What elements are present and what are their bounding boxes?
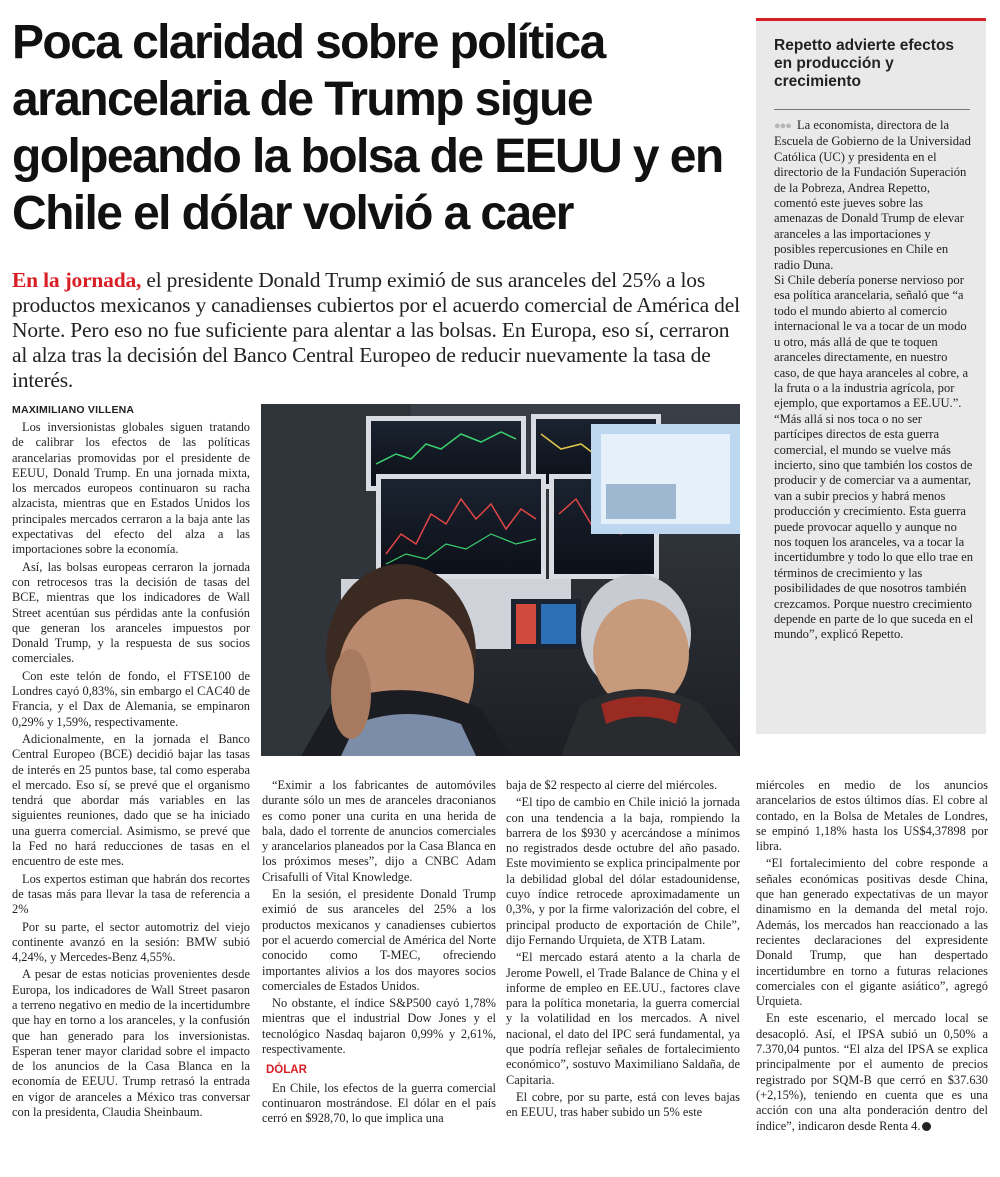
sidebar-paragraph: Si Chile debería ponerse nervioso por esa política arancelaria, señaló que “a todo el mundo abierto al comercio internacional le va a tocar de un modo u otro, más allá de que te toquen aranceles directamente, en nuestro caso, de que haya aranceles al cobre, a la fruta o a la industria agrícola, por ejemplo, que exportamos a EE.UU.”. [774,273,969,411]
body-paragraph: En la sesión, el presidente Donald Trump eximió de sus aranceles del 25% a los productos mexicanos y canadienses cubiertos por el acuerdo comercial de América del Norte conocido como T-MEC, ofreciendo importantes alivios a los dos mayores socios comerciales de Estados Unidos. [262,887,496,993]
body-paragraph: Los expertos estiman que habrán dos recortes de tasas más para llevar la tasa de referencia a 2% [12,871,250,917]
body-paragraph: Así, las bolsas europeas cerraron la jornada con retrocesos tras la decisión de tasas del BCE, mientras que los indicadores de Wall Street acentúan sus pérdidas ante la confusión que generan los aranceles impuestos por Donald Trump, y la respuesta de sus socios comerciales. [12,559,250,666]
sidebar-paragraph: ●●● La economista, directora de la Escuela de Gobierno de la Universidad Católica (UC) y presidenta en el directorio de la Fundación Superación de la Pobreza, Andrea Repetto, comentó este jueves sobre las amenazas de Donald Trump de elevar aranceles a las importaciones y posibles repercusiones en Chile en radio Duna. [774,118,971,272]
article-column-4 [756,778,988,1136]
body-paragraph: Por su parte, el sector automotriz del viejo continente avanzó en la sesión: BMW subió 4,24%, y Mercedes-Benz 4,55%. [12,919,250,965]
sidebar-title: Repetto advierte efectos en producción y crecimiento [774,37,955,90]
body-paragraph: “El tipo de cambio en Chile inició la jornada con una tendencia a la baja, rompiendo la barrera de los $930 y acercándose a mínimos no registrados desde octubre del año pasado. Este movimiento se explica principalmente por la debilidad global del dólar estadounidense, cuyo índice retrocede aproximadamente un 0,3%, y por la firme valorización del cobre, el principal producto de exportación de Chile”, dijo Fernando Urquieta, de XTB Latam. [506,795,740,947]
sidebar-divider [774,109,970,110]
body-paragraph: “Eximir a los fabricantes de automóviles durante sólo un mes de aranceles draconianos es como poner una curita en una herida de bala, dado el torrente de anuncios comerciales y arancelarios planeados por la Casa Blanca en los próximos meses”, dijo a CNBC Adam Crisafulli of Vital Knowledge. [262,778,496,884]
sidebar-body [774,118,974,643]
body-paragraph: Los inversionistas globales siguen tratando de calibrar los efectos de las políticas arancelarias promovidas por el presidente de EEUU, Donald Trump. En una jornada mixta, los mercados europeos continuaron su racha alzacista, mientras que en Estados Unidos los principales mercados cerraron a la baja ante las expectativas del efecto del alza a las importaciones sobre la economía. [12,420,250,557]
sidebar-paragraph: “Más allá si nos toca o no ser partícipes directos de esta guerra comercial, el mundo se vuelve más incierto, sino que también los costos de producir y de comerciar va a aumentar, van a subir precios y habrá menos producción y crecimiento. Esta guerra puede provocar aquello y aunque no nos toquen los aranceles, va a tocar la incertidumbre y todo lo que ello trae en términos de crecimiento y las posibilidades de que nosotros también crezcamos. Porque nuestro crecimiento depende en parte de lo que suceda en el mundo”, explicó Repetto. [774,411,974,642]
body-paragraph: En Chile, los efectos de la guerra comercial continuaron mostrándose. El dólar en el país cerró en $928,70, lo que implica una [262,1080,496,1126]
bullet-dots-icon: ●●● [774,120,791,132]
body-paragraph: El cobre, por su parte, está con leves bajas en EEUU, tras haber subido un 5% este [506,1089,740,1120]
photo-illustration [261,404,740,756]
subhead-dolar: DÓLAR [266,1064,307,1077]
end-of-article-icon [922,1122,931,1131]
body-paragraph: A pesar de estas noticias provenientes desde Europa, los indicadores de Wall Street pasaron a terreno negativo en medio de la incertidumbre que hay en torno a los aranceles, y la confusión que han generado para los inversionistas. Esperan tener mayor claridad sobre el impacto de los anuncios de la Casa Blanca en la economía de EEUU. Trump retrasó la entrada en vigor de aranceles a México tras conversar con la presidenta, Claudia Sheinbaum. [12,967,250,1120]
headline: Poca claridad sobre política arancelaria de Trump sigue golpeando la bolsa de EEUU y en Chile el dólar volvió a caer [12,16,723,240]
body-paragraph: “El fortalecimiento del cobre responde a señales económicas positivas desde China, que han generado expectativas de un mayor dinamismo en la demanda del metal rojo. Además, los mercados han reaccionado a las recientes declaraciones del expresidente Donald Trump, que han despertado incertidumbre en torno a futuras relaciones comerciales con el gigante asiático”, agregó Urquieta. [756,856,988,1009]
lead-kicker: En la jornada, [12,268,142,292]
article-column-3 [506,778,740,1123]
sidebar-box [756,18,986,734]
body-paragraph: miércoles en medio de los anuncios arancelarios de estos últimos días. El cobre al contado, en la Bolsa de Metales de Londres, se empinó 1,18% hasta los US$4,37898 por libra. [756,778,988,854]
body-paragraph: No obstante, el índice S&P500 cayó 1,78% mientras que el industrial Dow Jones y el tecnológico Nasdaq bajaron 0,99% y 2,61%, respectivamente. [262,996,496,1057]
article-column-1 [12,420,250,1122]
lead-paragraph [12,268,740,393]
article-column-2 [262,778,496,1129]
body-paragraph: Con este telón de fondo, el FTSE100 de Londres cayó 0,83%, sin embargo el CAC40 de Francia, y el Dax de Alemania, se empinaron 0,29% y 1,59%, respectivamente. [12,668,250,729]
body-paragraph: baja de $2 respecto al cierre del miércoles. [506,778,718,792]
byline: MAXIMILIANO VILLENA [12,404,135,416]
lead-text: el presidente Donald Trump eximió de sus aranceles del 25% a los productos mexicanos y canadienses cubiertos por el acuerdo comercial de América del Norte. Pero eso no fue suficiente para alentar a las bolsas. En Europa, eso sí, cerraron al alza tras la decisión del Banco Central Europeo de reducir nuevamente la tasa de interés. [12,268,740,392]
trading-floor-photo [261,404,740,756]
body-paragraph: Adicionalmente, en la jornada el Banco Central Europeo (BCE) decidió bajar las tasas de interés en 25 puntos base, tal como esperaba el mercado. Eso sí, se prevé que el organismo tendrá que abordar más variables en las siguientes reuniones, dado que se ha iniciado una guerra comercial. Asimismo, se prevé que la Fed no hará reducciones de tasas en el encuentro de este mes. [12,731,250,869]
body-paragraph: En este escenario, el mercado local se desacopló. Así, el IPSA subió un 0,50% a 7.370,04 puntos. “El alza del IPSA se explica principalmente por el aumento de precios registrado por SQM-B que cerró en $37.630 (+2,15%), teniendo en cuenta que es una acción con una alta ponderación dentro del índice”, indicaron desde Renta 4. [756,1011,988,1133]
body-paragraph: “El mercado estará atento a la charla de Jerome Powell, el Trade Balance de China y el informe de empleo en EE.UU., factores clave para la política monetaria, la guerra comercial y la volatilidad en los mercados. A nivel nacional, el dato del IPC será fundamental, ya que podría reflejar señales de fortalecimiento económico”, sostuvo Maximiliano Saldaña, de Capitaria. [506,950,740,1087]
